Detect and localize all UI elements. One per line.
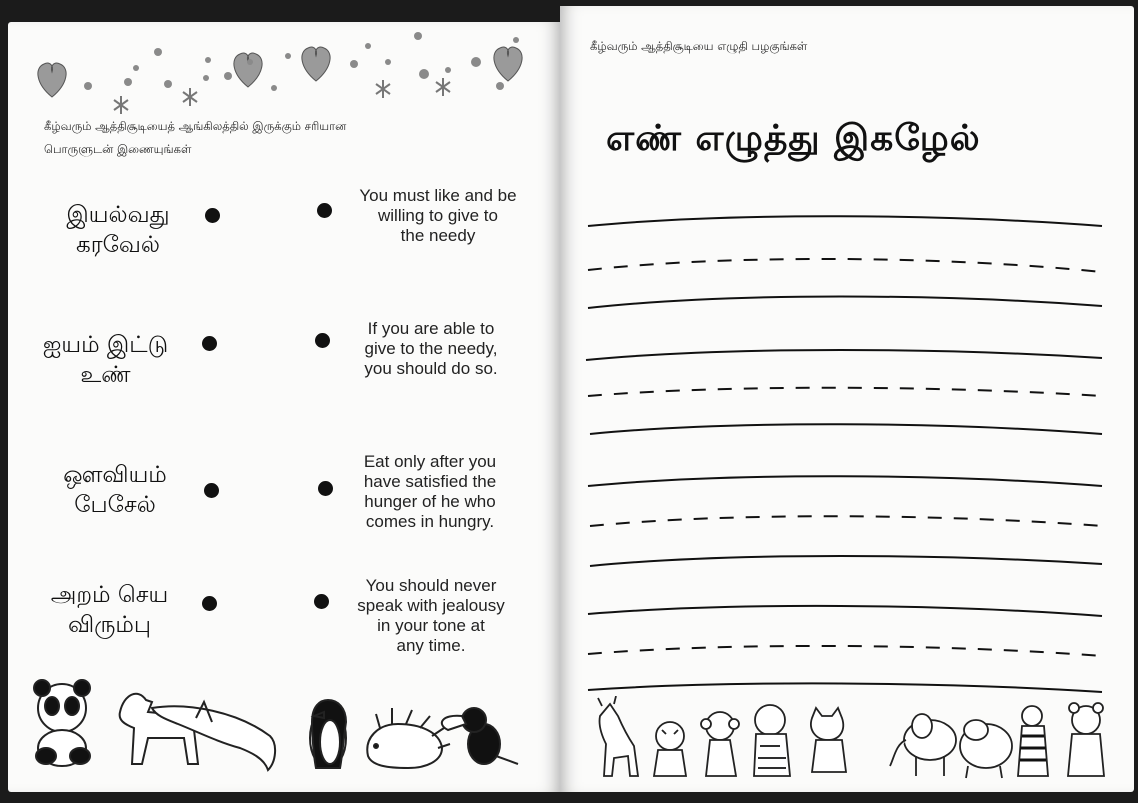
panda-icon — [34, 680, 90, 766]
solid-line — [588, 606, 1102, 616]
match-dot-left-4[interactable] — [202, 596, 217, 611]
tamil-phrase-2 — [18, 330, 193, 390]
meaning-line: you should do so. — [364, 359, 498, 378]
heart-icon — [38, 63, 66, 97]
tamil-phrase-1 — [32, 200, 204, 260]
match-dot-right-3[interactable] — [318, 481, 333, 496]
meaning-line: speak with jealousy — [357, 596, 505, 615]
meaning-line: any time. — [396, 636, 466, 655]
tamil-phrase-3 — [30, 460, 200, 520]
animal-illustrations-left — [28, 672, 528, 772]
meaning-line: hunger of he who — [364, 492, 496, 511]
instruction-line-2: பொருளுடன் இணையுங்கள் — [44, 142, 192, 156]
dashed-line — [588, 259, 1102, 272]
solid-line — [588, 297, 1102, 309]
tamil-phrase-line: ஐயம் இட்டு — [42, 332, 169, 358]
solid-line — [588, 216, 1102, 226]
tamil-phrase-4 — [22, 580, 197, 640]
match-dot-right-2[interactable] — [315, 333, 330, 348]
heart-icon — [234, 53, 262, 87]
english-meaning-4 — [336, 576, 526, 656]
toucan-icon — [442, 708, 518, 764]
meaning-line: If you are able to — [367, 319, 495, 338]
match-dot-right-4[interactable] — [314, 594, 329, 609]
meaning-line: in your tone at — [377, 616, 485, 635]
solid-line — [586, 350, 1102, 360]
match-dot-left-2[interactable] — [202, 336, 217, 351]
meaning-line: comes in hungry. — [365, 512, 495, 531]
tamil-phrase-line: பேசேல் — [74, 492, 156, 518]
english-meaning-2 — [341, 319, 521, 379]
writing-instruction: கீழ்வரும் ஆத்திசூடியை எழுதி பழகுங்கள் — [590, 39, 808, 53]
tamil-phrase-line: ஔவியம் — [63, 462, 167, 488]
star-icon — [376, 80, 390, 98]
solid-line — [590, 424, 1102, 434]
dashed-line — [588, 388, 1102, 396]
meaning-line: the needy — [400, 226, 476, 245]
elephant-icon — [890, 714, 956, 776]
tamil-phrase-line: உண் — [80, 362, 131, 388]
horse-icon — [598, 696, 638, 776]
right-page — [560, 6, 1134, 792]
tamil-phrase-line: அறம் செய — [50, 582, 169, 608]
star-icon — [436, 78, 450, 96]
match-dot-left-1[interactable] — [205, 208, 220, 223]
meaning-line: give to the needy, — [364, 339, 498, 358]
meaning-line: willing to give to — [377, 206, 498, 225]
solid-line — [590, 556, 1102, 566]
heart-icon — [302, 47, 330, 81]
tiger-icon — [754, 705, 790, 776]
animal-illustrations-right — [590, 696, 1110, 782]
tamil-phrase-line: கரவேல் — [75, 232, 161, 258]
tamil-phrase-line: விரும்பு — [67, 612, 152, 638]
hippo-icon — [960, 720, 1012, 778]
zebra-icon — [1018, 706, 1048, 776]
page-title: எண் எழுத்து இகழேல் — [606, 118, 981, 159]
penguin-icon — [310, 700, 346, 768]
bear-icon — [1068, 703, 1104, 776]
monkey-icon — [701, 712, 739, 776]
dashed-line — [588, 646, 1102, 656]
hedgehog-icon — [367, 708, 450, 768]
handwriting-lines — [584, 196, 1114, 706]
match-dot-right-1[interactable] — [317, 203, 332, 218]
english-meaning-1 — [338, 186, 538, 246]
star-icon — [183, 88, 197, 106]
meaning-line: You should never — [365, 576, 497, 595]
dog-icon — [120, 694, 198, 764]
tamil-phrase-line: இயல்வது — [66, 202, 170, 228]
decoration-border — [28, 32, 548, 122]
cat-icon — [811, 708, 846, 772]
solid-line — [588, 476, 1102, 486]
star-icon — [114, 96, 128, 114]
english-meaning-3 — [340, 452, 520, 532]
match-dot-left-3[interactable] — [204, 483, 219, 498]
left-page — [8, 22, 560, 792]
dashed-line — [590, 516, 1102, 526]
meaning-line: You must like and be — [359, 186, 517, 205]
tiger-icon — [654, 722, 686, 776]
meaning-line: Eat only after you — [363, 452, 497, 471]
meaning-line: have satisfied the — [363, 472, 497, 491]
heart-icon — [494, 47, 522, 81]
solid-line — [588, 683, 1102, 692]
instruction-line-1: கீழ்வரும் ஆத்திசூடியைத் ஆங்கிலத்தில் இருக்கும் சரியான — [44, 119, 347, 133]
